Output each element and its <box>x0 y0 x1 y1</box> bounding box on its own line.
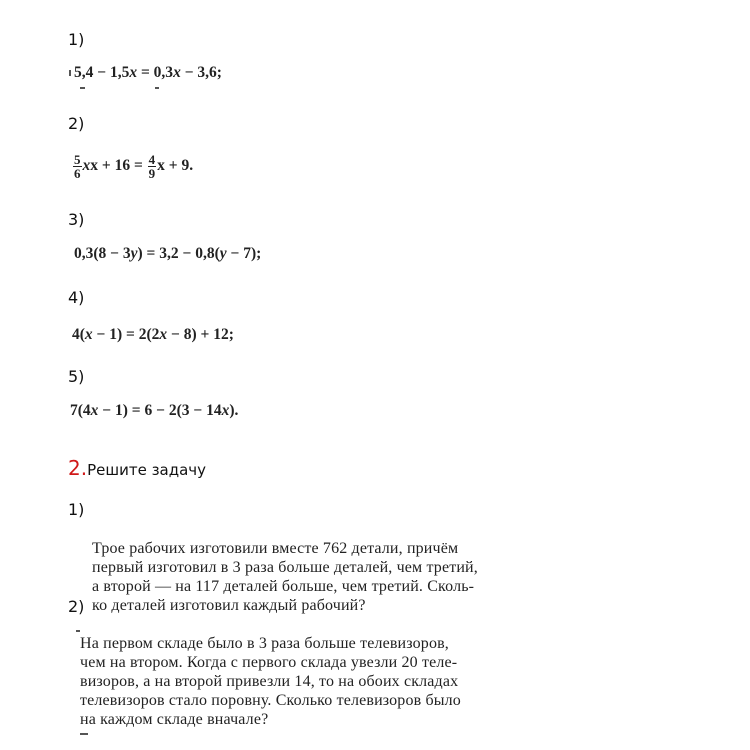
item-number: 2) <box>68 597 85 616</box>
fraction: $\frac{4}{9}$ <box>148 152 156 181</box>
scan-mark <box>80 733 88 735</box>
word-problem: На первом складе было в 3 раза больше телевизоров, чем на втором. Когда с первого склада увезли 20 теле- визоров, а на второй привезли 14, то на обоих складах телевизоров стало поровну. Сколько телевизоров было на каждом складе вначале? <box>80 635 461 728</box>
item-number: 2) <box>68 114 85 133</box>
word-problem: Трое рабочих изготовили вместе 762 детали, причём первый изготовил в 3 раза больше деталей, чем третий, а второй — на 117 деталей больше, чем третий. Сколь- ко деталей изготовил каждый рабочий? <box>92 540 478 614</box>
equation: $\frac{5}{6}$ xx + 16 = $\frac{4}{9}$ x + 9. <box>74 152 194 181</box>
section-heading <box>68 456 206 480</box>
scan-mark <box>69 70 71 76</box>
item-number: 4) <box>68 288 85 307</box>
item-number: 1) <box>68 30 85 49</box>
scan-mark <box>76 630 80 632</box>
equation: 7(4x − 1) = 6 − 2(3 − 14x). <box>70 402 239 419</box>
item-number: 5) <box>68 367 85 386</box>
item-number: 1) <box>68 500 85 519</box>
scan-mark <box>155 87 159 89</box>
section-title: Решите задачу <box>87 461 207 479</box>
section-number: 2. <box>68 456 88 480</box>
equation: 5,4 − 1,5x = 0,3x − 3,6; <box>74 64 222 81</box>
equation: 0,3(8 − 3y) = 3,2 − 0,8(y − 7); <box>74 245 262 262</box>
fraction: $\frac{5}{6}$ <box>74 152 81 181</box>
scan-mark <box>80 87 85 89</box>
item-number: 3) <box>68 210 85 229</box>
equation: 4(x − 1) = 2(2x − 8) + 12; <box>72 326 234 343</box>
